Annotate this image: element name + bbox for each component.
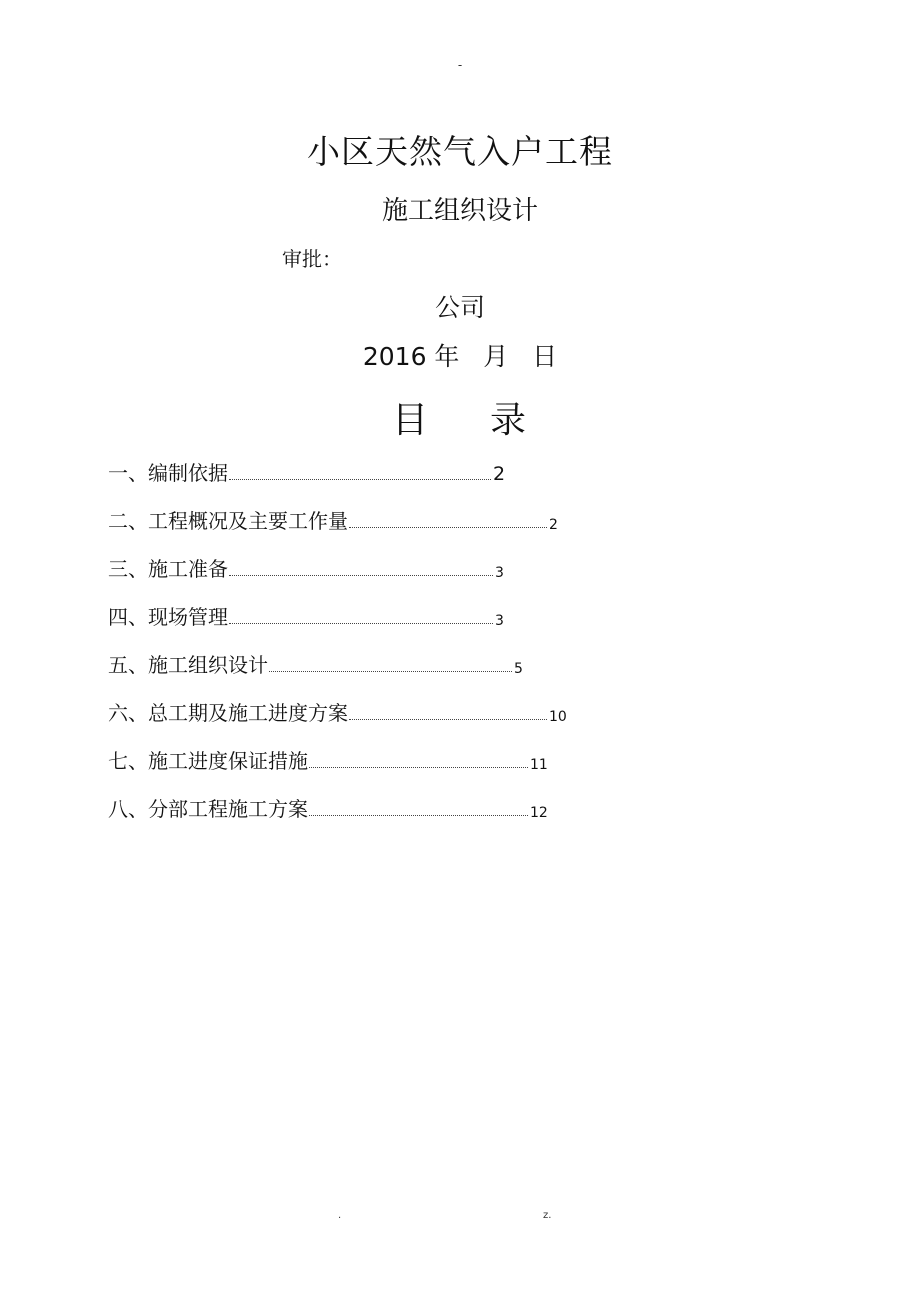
toc-leader-dots: [349, 527, 547, 528]
toc-entry-page: 12: [530, 805, 548, 821]
page-header-mark: -: [457, 58, 463, 72]
toc-entry-page: 11: [530, 757, 548, 773]
toc-entry-page: 2: [549, 517, 558, 533]
toc-entry-label: 一、编制依据: [108, 461, 228, 485]
toc-entry-label: 八、分部工程施工方案: [108, 797, 308, 821]
toc-heading-right: 录: [490, 400, 527, 441]
approval-label: 审批：: [282, 247, 342, 271]
toc-entry[interactable]: [108, 551, 504, 583]
document-title: 小区天然气入户工程: [307, 132, 613, 171]
document-date: 2016 年 月 日: [362, 342, 558, 371]
toc-entry[interactable]: [108, 647, 523, 679]
company-name: 公司: [434, 293, 485, 322]
toc-entry-page: 3: [495, 565, 504, 581]
toc-entry-label: 六、总工期及施工进度方案: [108, 701, 348, 725]
toc-entry[interactable]: [108, 503, 558, 535]
page-footer-right: z.: [543, 1210, 552, 1221]
toc-entry[interactable]: [108, 599, 504, 631]
toc-entry-page: 2: [493, 463, 506, 485]
toc-leader-dots: [309, 815, 528, 816]
toc-entry-label: 三、施工准备: [108, 557, 228, 581]
toc-leader-dots: [229, 479, 491, 480]
toc-entry-page: 10: [549, 709, 567, 725]
toc-entry-label: 五、施工组织设计: [108, 653, 268, 677]
toc-entry-page: 3: [495, 613, 504, 629]
toc-heading-left: 目: [392, 400, 429, 441]
toc-entry-label: 四、现场管理: [108, 605, 228, 629]
toc-leader-dots: [269, 671, 512, 672]
toc-entry[interactable]: [108, 791, 548, 823]
document-subtitle: 施工组织设计: [381, 196, 538, 226]
toc-entry[interactable]: [108, 743, 548, 775]
toc-leader-dots: [349, 719, 547, 720]
toc-leader-dots: [229, 575, 493, 576]
toc-entry[interactable]: [108, 695, 567, 727]
toc-leader-dots: [309, 767, 528, 768]
toc-leader-dots: [229, 623, 493, 624]
toc-entry-page: 5: [514, 661, 523, 677]
toc-entry-label: 二、工程概况及主要工作量: [108, 509, 348, 533]
toc-heading: [392, 392, 526, 443]
page-footer-left: .: [338, 1210, 342, 1221]
toc-entry-label: 七、施工进度保证措施: [108, 749, 308, 773]
toc-entry[interactable]: [108, 455, 505, 487]
